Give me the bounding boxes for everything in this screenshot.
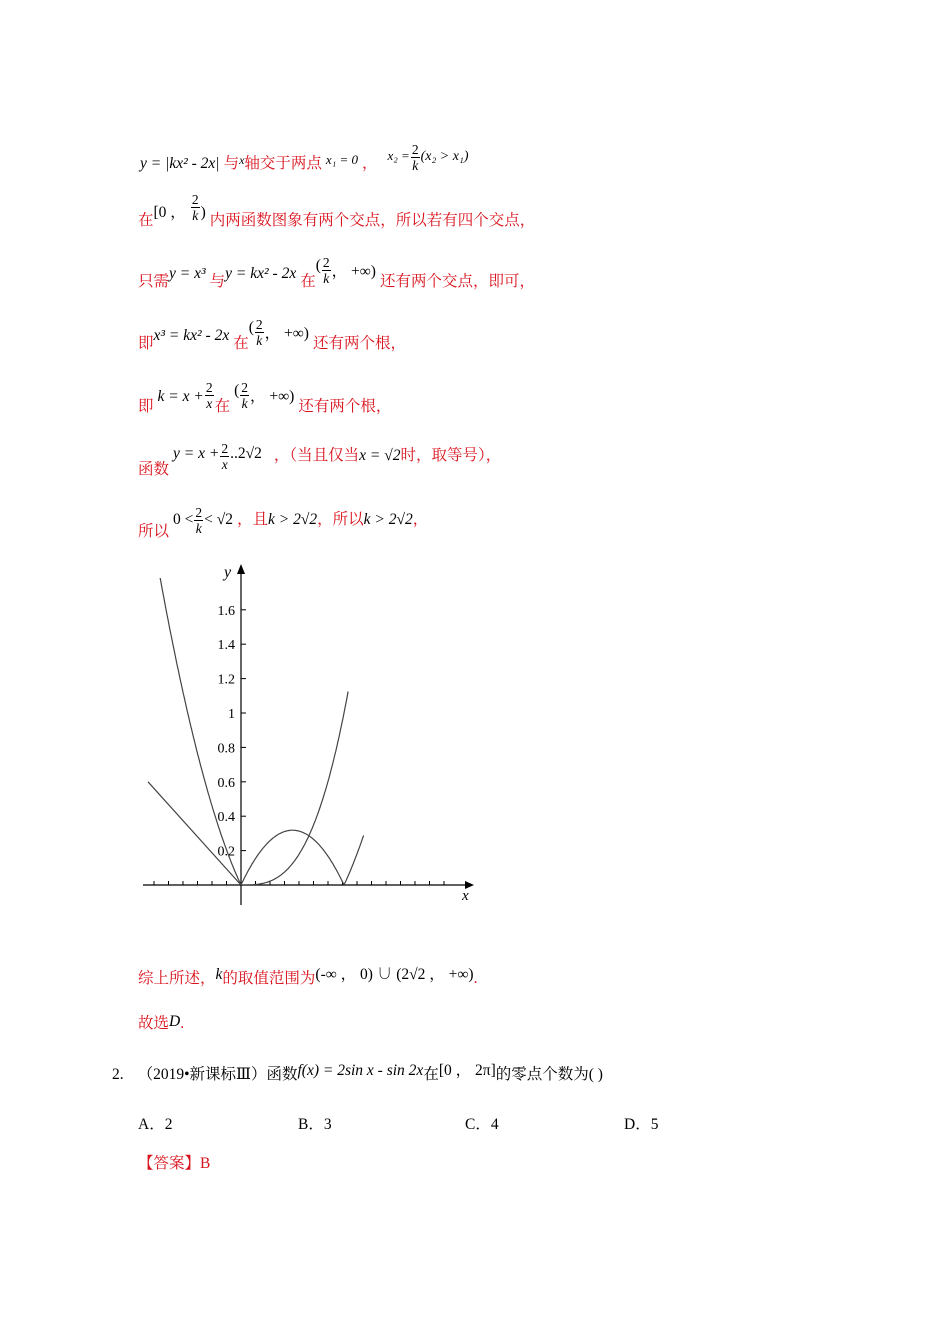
text: 故选 bbox=[138, 1015, 170, 1032]
range: (-∞ ， 0) ∪ (2√2 ， +∞) bbox=[315, 966, 474, 983]
interval-close: ) bbox=[200, 204, 206, 222]
y-tick-label: 1.4 bbox=[217, 638, 235, 654]
fraction: $\frac{2}{k}$ bbox=[195, 505, 203, 536]
text: 的取值范围为 bbox=[222, 970, 316, 987]
y-axis-label: y bbox=[224, 564, 232, 581]
eq: y = kx² - 2x bbox=[225, 265, 297, 283]
text: 在 bbox=[138, 212, 154, 230]
x-axis-label: x bbox=[462, 888, 469, 904]
interval: [0 ， 2π] bbox=[438, 1062, 496, 1079]
answer-value: B bbox=[200, 1155, 211, 1172]
interval-close: ， +∞) bbox=[264, 325, 309, 343]
y-tick-label: 0.4 bbox=[217, 810, 235, 826]
text: ， bbox=[412, 511, 429, 529]
eq: y = x³ bbox=[169, 265, 206, 283]
line-3 bbox=[138, 255, 535, 291]
option-d: D．5 bbox=[624, 1116, 659, 1133]
text: 在 bbox=[233, 335, 249, 353]
text: 只需 bbox=[138, 273, 170, 291]
eq: ..2√2 bbox=[230, 445, 262, 463]
curve-line bbox=[148, 782, 241, 885]
cond: k > 2√2 bbox=[363, 511, 413, 529]
curve-abs-quadratic bbox=[159, 570, 364, 886]
fraction: $\frac{2}{k}$ bbox=[191, 192, 199, 223]
y-tick-label: 0.8 bbox=[217, 741, 235, 757]
line-4 bbox=[138, 317, 406, 353]
line-6 bbox=[138, 441, 501, 479]
line-5 bbox=[138, 380, 391, 416]
line-8 bbox=[138, 962, 477, 988]
answer-tag: 【答案】 bbox=[138, 1155, 201, 1172]
fraction: $\frac{2}{k}$ bbox=[255, 317, 263, 348]
interval-close: ， +∞) bbox=[331, 263, 376, 281]
fraction: $\frac{2}{k}$ bbox=[322, 255, 330, 286]
text: 在 bbox=[300, 273, 316, 291]
x2-cond: (x₂ > x₁) bbox=[420, 149, 469, 164]
fraction: $\frac{2}{x}$ bbox=[221, 441, 229, 472]
eq-abs: y = |kx² - 2x| bbox=[140, 155, 220, 172]
interval-close: ， +∞) bbox=[250, 388, 295, 406]
text: 在 bbox=[214, 398, 231, 416]
text: 时，取等号）， bbox=[400, 447, 502, 465]
y-tick-label: 0.6 bbox=[217, 775, 235, 791]
line-9 bbox=[138, 1011, 184, 1033]
ineq: 0 < bbox=[173, 511, 194, 529]
text: ，（当且仅当 bbox=[273, 447, 360, 465]
y-axis-arrow bbox=[237, 564, 245, 574]
cond: k > 2√2 bbox=[268, 511, 318, 529]
eq: x³ = kx² - 2x bbox=[153, 327, 230, 345]
y-tick-label: 0.2 bbox=[217, 844, 235, 860]
interval-open: [0 ， bbox=[153, 204, 186, 222]
fraction: $\frac{2}{k}$ bbox=[411, 142, 419, 173]
fraction: $\frac{2}{k}$ bbox=[241, 380, 249, 411]
interval-open: ( bbox=[248, 319, 254, 337]
eq: y = x + bbox=[173, 445, 220, 463]
text: 即 bbox=[138, 335, 154, 353]
text: 轴交于两点 bbox=[244, 155, 322, 172]
ineq: < √2 bbox=[204, 511, 234, 529]
line-1 bbox=[140, 142, 469, 173]
comma: ， bbox=[361, 155, 378, 172]
answer-choice: D bbox=[169, 1013, 181, 1030]
text: . bbox=[180, 1015, 185, 1032]
line-2 bbox=[138, 192, 535, 230]
line-7 bbox=[138, 505, 428, 541]
function: f(x) = 2sin x - sin 2x bbox=[297, 1062, 424, 1079]
option-c: C．4 bbox=[465, 1116, 499, 1133]
var-x: x bbox=[239, 153, 245, 167]
question-2 bbox=[112, 1058, 603, 1084]
x2-lhs: x₂ = bbox=[387, 148, 410, 163]
function-graph bbox=[140, 560, 480, 905]
y-tick-label: 1.2 bbox=[217, 672, 235, 688]
text: 在 bbox=[423, 1066, 439, 1083]
var-k: k bbox=[215, 966, 223, 983]
text: 即 bbox=[138, 398, 154, 416]
y-tick-label: 1.6 bbox=[217, 603, 235, 619]
text: ，且 bbox=[237, 511, 269, 529]
option-a: A．2 bbox=[138, 1116, 173, 1133]
text: 所以 bbox=[138, 523, 170, 541]
text: ，所以 bbox=[317, 511, 364, 529]
x1-eq: x₁ = 0 bbox=[325, 152, 358, 167]
option-b: B．3 bbox=[298, 1116, 332, 1133]
interval-open: ( bbox=[315, 257, 321, 275]
question-number: 2. bbox=[112, 1066, 124, 1083]
answer-line bbox=[138, 1151, 210, 1173]
text: 的零点个数为( ) bbox=[495, 1066, 603, 1083]
text: 内两函数图象有两个交点，所以若有四个交点， bbox=[209, 212, 536, 230]
text: 还有两个根， bbox=[312, 335, 406, 353]
text: 与 bbox=[209, 273, 226, 291]
text: 函数 bbox=[138, 461, 170, 479]
text: 还有两个根， bbox=[298, 398, 392, 416]
fraction: $\frac{2}{x}$ bbox=[205, 380, 213, 411]
text: 综上所述， bbox=[138, 970, 216, 987]
text: 还有两个交点，即可， bbox=[379, 273, 535, 291]
interval-open: ( bbox=[234, 382, 240, 400]
question-source: （2019•新课标Ⅲ）函数 bbox=[137, 1066, 298, 1083]
eq: k = x + bbox=[157, 388, 204, 406]
text: . bbox=[473, 970, 478, 987]
y-tick-label: 1 bbox=[228, 707, 235, 722]
text: 与 bbox=[223, 155, 240, 172]
cond: x = √2 bbox=[359, 447, 401, 465]
